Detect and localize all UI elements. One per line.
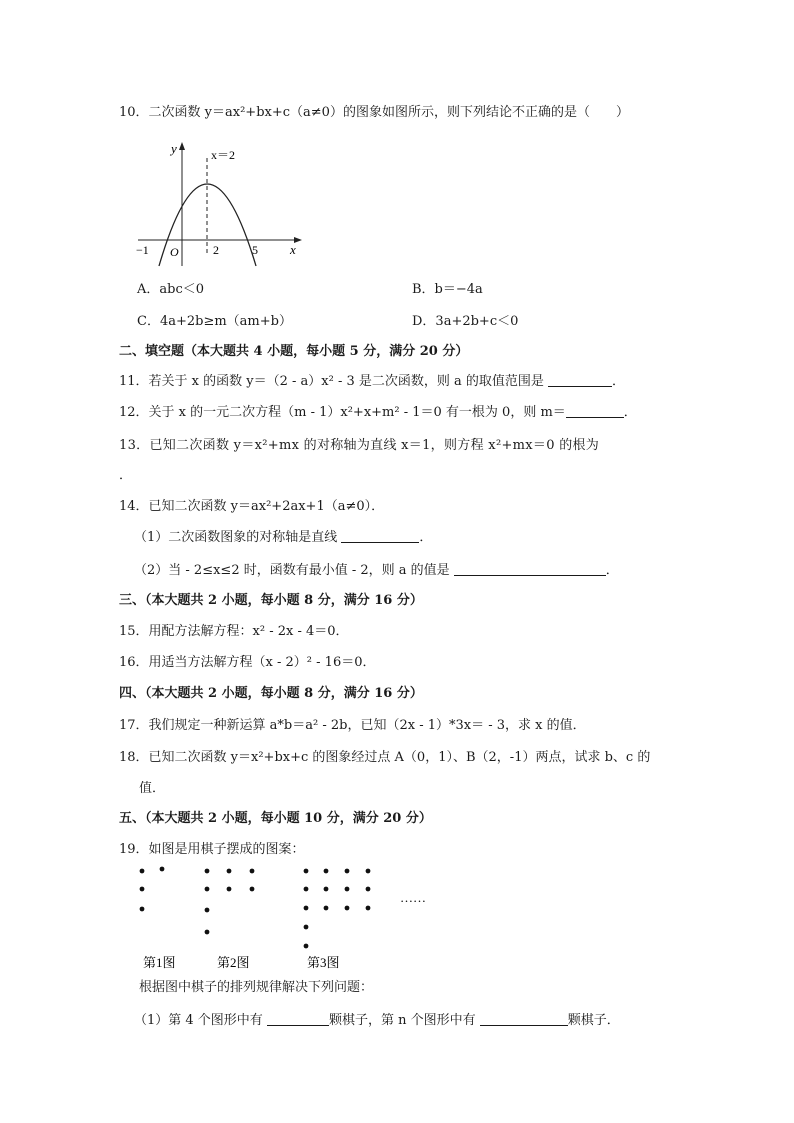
option-a: A．abc＜0 (137, 282, 205, 297)
option-d: D．3a+2b+c＜0 (412, 314, 519, 329)
figure-1-caption: 第1图 (143, 955, 176, 970)
question-17: 17．我们规定一种新运算 a*b＝a² - 2b，已知（2x - 1）*3x＝ - 3，求 x 的值． (119, 718, 586, 733)
question-14-part1: （1）二次函数图象的对称轴是直线 ． (134, 530, 433, 545)
question-13-line1: 13．已知二次函数 y＝x²+mx 的对称轴为直线 x＝1，则方程 x²+mx＝0 的根为 (119, 438, 600, 453)
answer-blank-11[interactable] (548, 372, 612, 387)
figure-3-caption: 第3图 (307, 955, 340, 970)
answer-blank-14-2[interactable] (454, 561, 606, 576)
answer-blank-12[interactable] (566, 403, 624, 418)
section-2-heading: 二、填空题（本大题共 4 小题，每小题 5 分，满分 20 分） (119, 344, 469, 359)
tick-2: 2 (213, 243, 219, 257)
question-14-text: 14．已知二次函数 y＝ax²+2ax+1（a≠0）． (119, 499, 385, 514)
figure-1-pattern (140, 867, 165, 912)
answer-blank-19-1a[interactable] (267, 1011, 329, 1026)
question-11: 11．若关于 x 的函数 y＝（2 - a）x² - 3 是二次函数，则 a 的取值范围是 ． (119, 374, 626, 389)
y-axis-arrow (179, 142, 185, 150)
tick-origin: O (170, 245, 179, 259)
question-19-part1: （1）第 4 个图形中有 颗棋子，第 n 个图形中有 颗棋子． (134, 1013, 620, 1028)
ellipsis: …… (400, 890, 426, 905)
section-5-heading: 五、（本大题共 2 小题，每小题 10 分，满分 20 分） (119, 811, 432, 826)
answer-blank-19-1b[interactable] (480, 1011, 568, 1026)
option-c: C．4a+2b≥m（am+b） (137, 314, 292, 329)
question-15: 15．用配方法解方程：x² - 2x - 4＝0． (119, 624, 349, 639)
option-b: B．b＝−4a (412, 282, 483, 297)
figure-2-caption: 第2图 (217, 955, 250, 970)
figure-3-pattern (304, 869, 371, 949)
symmetry-axis-label: x＝2 (211, 148, 236, 162)
question-16: 16．用适当方法解方程（x - 2）² - 16＝0． (119, 655, 376, 670)
section-4-heading: 四、（本大题共 2 小题，每小题 8 分，满分 16 分） (119, 686, 423, 701)
question-19-text: 19．如图是用棋子摆成的图案： (119, 842, 305, 857)
answer-blank-14-1[interactable] (341, 528, 419, 543)
question-10-text: 10．二次函数 y＝ax²+bx+c（a≠0）的图象如图所示，则下列结论不正确的是（ ） (119, 105, 629, 120)
y-axis-label: y (171, 141, 177, 156)
x-axis-label: x (290, 242, 296, 257)
tick-5: 5 (252, 243, 258, 257)
section-3-heading: 三、（本大题共 2 小题，每小题 8 分，满分 16 分） (119, 593, 423, 608)
parabola-graph (130, 138, 310, 268)
question-13-line2: ． (119, 468, 133, 483)
question-12: 12．关于 x 的一元二次方程（m - 1）x²+x+m² - 1＝0 有一根为 0，则 m＝ ． (119, 405, 637, 420)
question-18-line2: 值． (139, 781, 166, 796)
question-18-line1: 18．已知二次函数 y＝x²+bx+c 的图象经过点 A（0，1）、B（2，-1）两点，试求 b、c 的 (119, 750, 651, 765)
figure-2-pattern (205, 869, 255, 935)
chess-piece-patterns (125, 858, 445, 976)
tick-neg1: −1 (136, 243, 149, 257)
question-14-part2: （2）当 - 2≤x≤2 时，函数有最小值 - 2，则 a 的值是 ． (134, 563, 619, 578)
question-19-instruction: 根据图中棋子的排列规律解决下列问题： (139, 980, 374, 995)
